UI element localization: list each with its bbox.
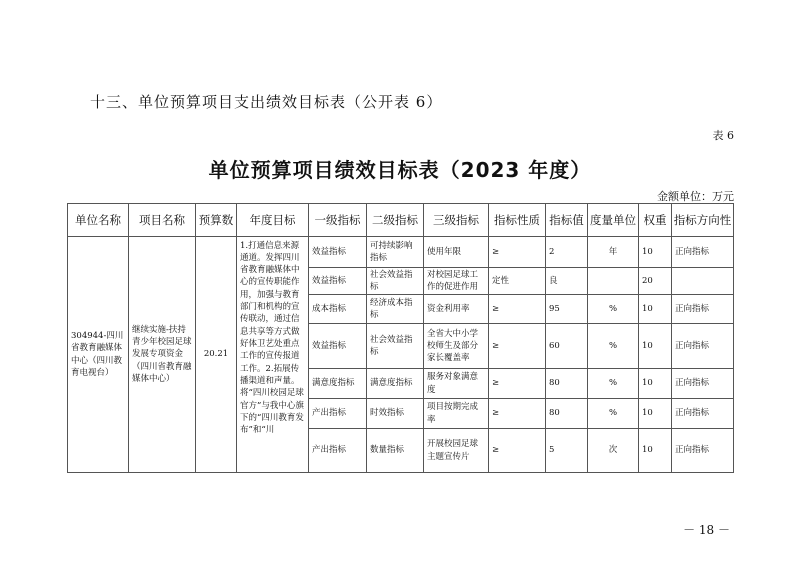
indicator-nature: ≥ <box>489 399 546 429</box>
indicator-nature: 定性 <box>489 268 546 295</box>
level2-indicator: 时效指标 <box>367 399 424 429</box>
level1-indicator: 产出指标 <box>309 429 367 473</box>
section-heading: 十三、单位预算项目支出绩效目标表（公开表 6） <box>90 93 443 111</box>
weight: 20 <box>639 268 672 295</box>
project-name-cell: 继续实施-扶持青少年校园足球发展专项资金（四川省教育融媒体中心） <box>129 237 196 473</box>
column-header: 三级指标 <box>424 204 489 237</box>
level3-indicator: 使用年限 <box>424 237 489 268</box>
indicator-direction: 正向指标 <box>672 324 734 369</box>
level1-indicator: 成本指标 <box>309 295 367 324</box>
column-header: 一级指标 <box>309 204 367 237</box>
unit-name-cell: 304944-四川省教育融媒体中心（四川教育电视台） <box>68 237 129 473</box>
level3-indicator: 开展校园足球主题宣传片 <box>424 429 489 473</box>
measurement-unit: % <box>588 369 639 399</box>
indicator-direction: 正向指标 <box>672 399 734 429</box>
level1-indicator: 效益指标 <box>309 237 367 268</box>
level2-indicator: 社会效益指标 <box>367 324 424 369</box>
weight: 10 <box>639 237 672 268</box>
level3-indicator: 服务对象满意度 <box>424 369 489 399</box>
indicator-nature: ≥ <box>489 369 546 399</box>
level1-indicator: 产出指标 <box>309 399 367 429</box>
measurement-unit: % <box>588 324 639 369</box>
table-header-row <box>68 204 734 237</box>
level2-indicator: 经济成本指标 <box>367 295 424 324</box>
level3-indicator: 全省大中小学校师生及部分家长覆盖率 <box>424 324 489 369</box>
performance-target-table <box>67 203 734 473</box>
table-row <box>68 237 734 268</box>
column-header: 度量单位 <box>588 204 639 237</box>
column-header: 年度目标 <box>237 204 309 237</box>
level2-indicator: 可持续影响指标 <box>367 237 424 268</box>
indicator-nature: ≥ <box>489 295 546 324</box>
column-header: 预算数 <box>196 204 237 237</box>
page-number: － 18 － <box>683 523 730 537</box>
indicator-nature: ≥ <box>489 429 546 473</box>
column-header: 权重 <box>639 204 672 237</box>
indicator-nature: ≥ <box>489 324 546 369</box>
annual-goal-cell <box>237 237 309 473</box>
indicator-direction: 正向指标 <box>672 237 734 268</box>
level3-indicator: 对校园足球工作的促进作用 <box>424 268 489 295</box>
column-header: 单位名称 <box>68 204 129 237</box>
indicator-value: 80 <box>546 399 588 429</box>
measurement-unit <box>588 268 639 295</box>
amount-unit-note: 金额单位：万元 <box>657 190 734 203</box>
indicator-value: 60 <box>546 324 588 369</box>
measurement-unit: % <box>588 295 639 324</box>
column-header: 指标性质 <box>489 204 546 237</box>
level3-indicator: 资金利用率 <box>424 295 489 324</box>
level1-indicator: 满意度指标 <box>309 369 367 399</box>
indicator-value: 良 <box>546 268 588 295</box>
indicator-direction <box>672 268 734 295</box>
measurement-unit: 次 <box>588 429 639 473</box>
level1-indicator: 效益指标 <box>309 324 367 369</box>
weight: 10 <box>639 429 672 473</box>
weight: 10 <box>639 399 672 429</box>
indicator-direction: 正向指标 <box>672 429 734 473</box>
indicator-value: 80 <box>546 369 588 399</box>
measurement-unit: 年 <box>588 237 639 268</box>
indicator-value: 2 <box>546 237 588 268</box>
indicator-nature: ≥ <box>489 237 546 268</box>
column-header: 指标值 <box>546 204 588 237</box>
column-header: 指标方向性 <box>672 204 734 237</box>
level2-indicator: 满意度指标 <box>367 369 424 399</box>
budget-cell: 20.21 <box>196 237 237 473</box>
level2-indicator: 数量指标 <box>367 429 424 473</box>
document-title: 单位预算项目绩效目标表（2023 年度） <box>208 158 592 182</box>
indicator-direction: 正向指标 <box>672 295 734 324</box>
annual-goal-text: 1.打通信息来源通道。发挥四川省教育融媒体中心的宣传职能作用，加强与教育部门和机构的宣传联动，通过信息共享等方式做好体卫艺处重点工作的宣传报道工作。2.拓展传播渠道和声量。将“四川校园足球官方”与我中心旗下的“四川教育发布”和“川 <box>240 240 304 436</box>
indicator-direction: 正向指标 <box>672 369 734 399</box>
level3-indicator: 项目按期完成率 <box>424 399 489 429</box>
weight: 10 <box>639 369 672 399</box>
indicator-value: 95 <box>546 295 588 324</box>
weight: 10 <box>639 295 672 324</box>
table-number: 表 6 <box>712 129 734 142</box>
level2-indicator: 社会效益指标 <box>367 268 424 295</box>
column-header: 二级指标 <box>367 204 424 237</box>
indicator-value: 5 <box>546 429 588 473</box>
weight: 10 <box>639 324 672 369</box>
measurement-unit: % <box>588 399 639 429</box>
column-header: 项目名称 <box>129 204 196 237</box>
level1-indicator: 效益指标 <box>309 268 367 295</box>
